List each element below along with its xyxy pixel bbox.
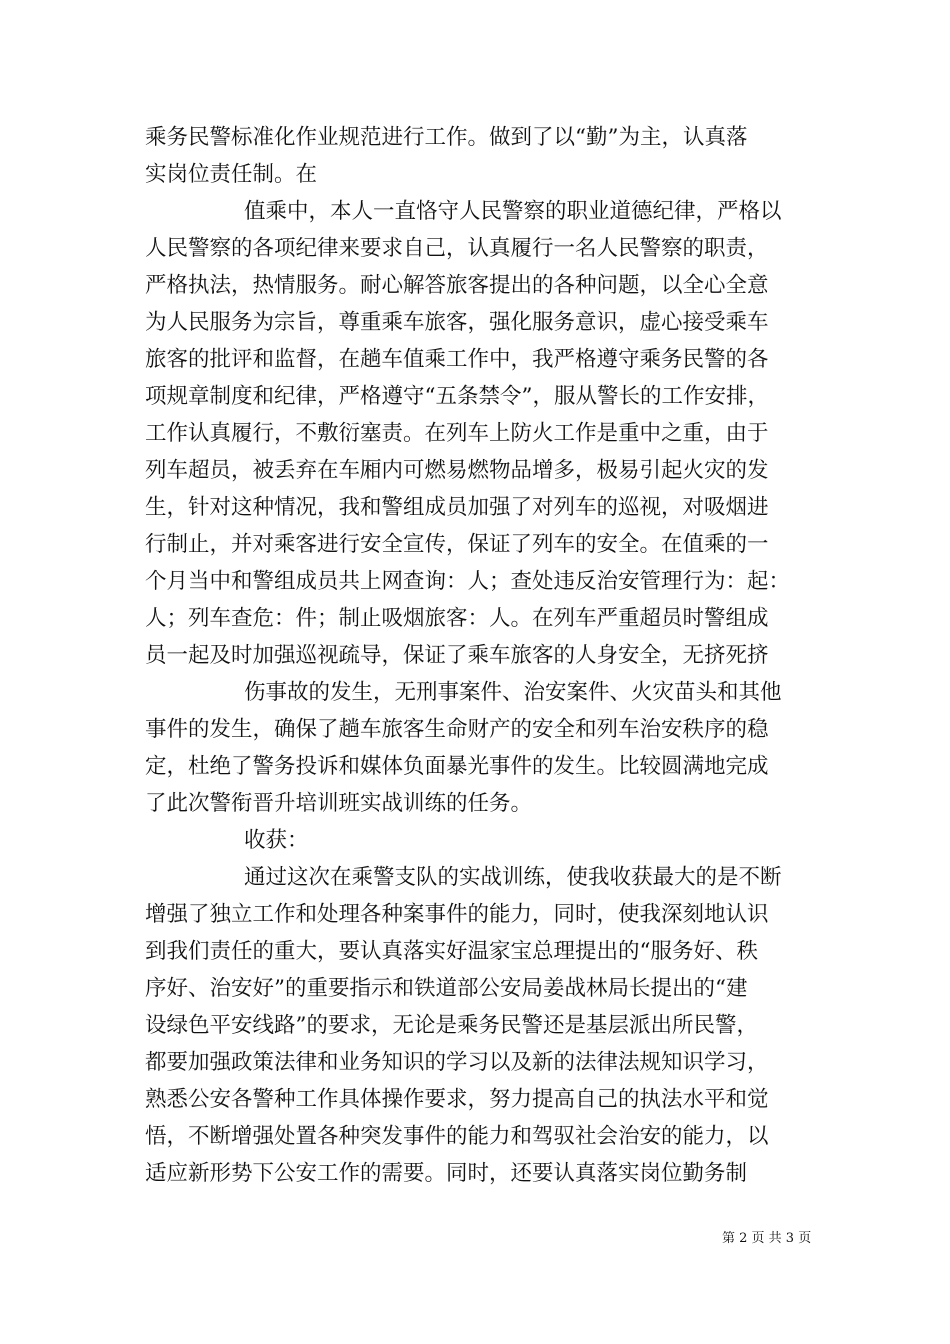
text-line-9: 工作认真履行，不敷衍塞责。在列车上防火工作是重中之重，由于 [145,421,769,446]
page-footer-page-number: 第 2 页 共 3 页 [722,1231,812,1246]
text-line-2: 实岗位责任制。在 [145,162,318,187]
text-line-29: 适应新形势下公安工作的需要。同时，还要认真落实岗位勤务制 [145,1161,748,1186]
text-line-12: 行制止，并对乘客进行安全宣传，保证了列车的安全。在值乘的一 [145,532,769,557]
text-line-8: 项规章制度和纪律，严格遵守“五条禁令”，服从警长的工作安排， [145,384,769,409]
text-line-14: 人；列车查危：件；制止吸烟旅客：人。在列车严重超员时警组成 [145,606,769,631]
section-heading-harvest: 收获： [244,828,309,853]
text-line-23: 到我们责任的重大，要认真落实好温家宝总理提出的“服务好、秩 [145,939,758,964]
text-line-27: 熟悉公安各警种工作具体操作要求，努力提高自己的执法水平和觉 [145,1087,769,1112]
text-line-17: 事件的发生，确保了趟车旅客生命财产的安全和列车治安秩序的稳 [145,717,769,742]
text-line-15: 员一起及时加强巡视疏导，保证了乘车旅客的人身安全，无挤死挤 [145,643,769,668]
text-line-18: 定，杜绝了警务投诉和媒体负面暴光事件的发生。比较圆满地完成 [145,754,769,779]
text-line-28: 悟，不断增强处置各种突发事件的能力和驾驭社会治安的能力，以 [145,1124,769,1149]
text-line-3: 值乘中，本人一直恪守人民警察的职业道德纪律，严格以 [244,199,782,224]
text-line-21: 通过这次在乘警支队的实战训练，使我收获最大的是不断 [244,865,782,890]
text-line-6: 为人民服务为宗旨，尊重乘车旅客，强化服务意识，虚心接受乘车 [145,310,769,335]
text-line-16: 伤事故的发生，无刑事案件、治安案件、火灾苗头和其他 [244,680,782,705]
text-line-19: 了此次警衔晋升培训班实战训练的任务。 [145,791,533,816]
text-line-25: 设绿色平安线路”的要求，无论是乘务民警还是基层派出所民警， [145,1013,758,1038]
text-line-11: 生，针对这种情况，我和警组成员加强了对列车的巡视，对吸烟进 [145,495,769,520]
text-line-4: 人民警察的各项纪律来要求自己，认真履行一名人民警察的职责， [145,236,769,261]
text-line-7: 旅客的批评和监督，在趟车值乘工作中，我严格遵守乘务民警的各 [145,347,769,372]
text-line-5: 严格执法，热情服务。耐心解答旅客提出的各种问题，以全心全意 [145,273,769,298]
text-line-10: 列车超员，被丢弃在车厢内可燃易燃物品增多，极易引起火灾的发 [145,458,769,483]
text-line-22: 增强了独立工作和处理各种案事件的能力，同时，使我深刻地认识 [145,902,769,927]
text-line-13: 个月当中和警组成员共上网查询：人；查处违反治安管理行为：起： [145,569,791,594]
text-line-1: 乘务民警标准化作业规范进行工作。做到了以“勤”为主，认真落 [145,125,748,150]
text-line-24: 序好、治安好”的重要指示和铁道部公安局姜战林局长提出的“建 [145,976,748,1001]
text-line-26: 都要加强政策法律和业务知识的学习以及新的法律法规知识学习， [145,1050,769,1075]
